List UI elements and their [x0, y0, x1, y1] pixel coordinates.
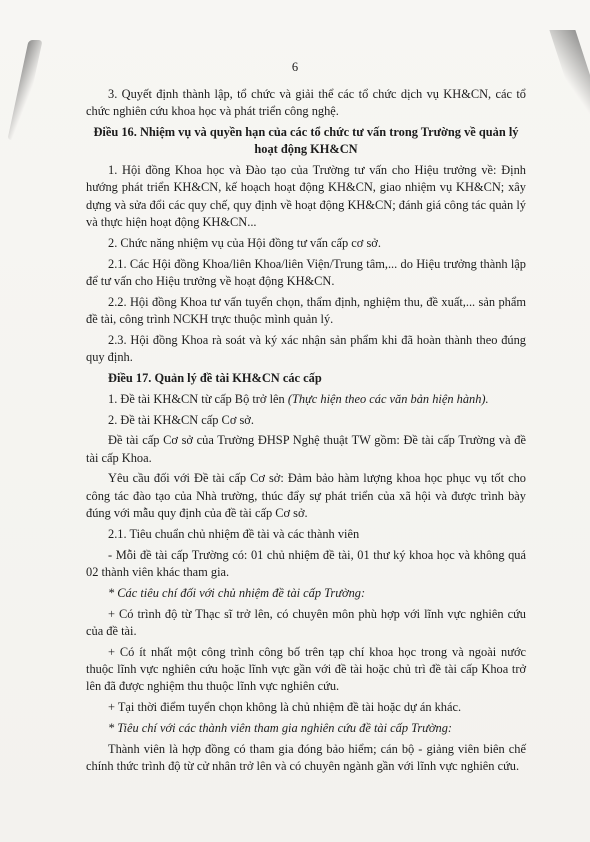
- paragraph-16-2-1: 2.1. Các Hội đồng Khoa/liên Khoa/liên Viện/Trung tâm,... do Hiệu trưởng thành lập để tư vấn cho Hiệu trưởng về hoạt động KH&CN.: [86, 256, 526, 288]
- criteria-leader-2: + Có ít nhất một công trình công bố trên tạp chí khoa học trong và ngoài nước thuộc lĩnh vực nghiên cứu hoặc lĩnh vực gần với đề tài hoặc chủ trì đề tài cấp Khoa trở lên đã được nghiệm thu thuộc lĩnh vực nghiên cứu.: [86, 644, 526, 694]
- paragraph-16-2-2: 2.2. Hội đồng Khoa tư vấn tuyển chọn, thẩm định, nghiệm thu, đề xuất,... sản phẩm đề tài, công trình NCKH trực thuộc mình quản lý.: [86, 294, 526, 327]
- paragraph-17-2-requirements: Yêu cầu đối với Đề tài cấp Cơ sở: Đảm bảo hàm lượng khoa học phục vụ tốt cho công tác đào tạo của Nhà trường, thúc đẩy sự phát triển của xã hội và được trình bày đúng với mẫu quy định của đề tài cấp Cơ sở.: [86, 471, 526, 521]
- criteria-leader-heading: * Các tiêu chí đối với chủ nhiệm đề tài cấp Trường:: [108, 585, 366, 600]
- paragraph-17-1-text: 1. Đề tài KH&CN từ cấp Bộ trở lên: [108, 391, 288, 406]
- paragraph-16-2: 2. Chức năng nhiệm vụ của Hội đồng tư vấn cấp cơ sở.: [108, 235, 381, 250]
- article-17-heading: Điều 17. Quản lý đề tài KH&CN các cấp: [108, 370, 322, 385]
- paragraph-17-1: [86, 391, 526, 408]
- paragraph-17-1-italic: (Thực hiện theo các văn bản hiện hành).: [287, 391, 489, 406]
- paragraph-17-2-1-members: - Mỗi đề tài cấp Trường có: 01 chủ nhiệm đề tài, 01 thư ký khoa học và không quá 02 thành viên khác tham gia.: [86, 547, 526, 579]
- document-body: [86, 86, 526, 779]
- paragraph-17-2-scope: Đề tài cấp Cơ sở của Trường ĐHSP Nghệ thuật TW gồm: Đề tài cấp Trường và đề tài cấp Khoa.: [86, 433, 526, 465]
- paragraph-16-2-3: 2.3. Hội đồng Khoa rà soát và ký xác nhận sản phẩm khi đã hoàn thành theo đúng quy định.: [86, 332, 526, 365]
- scan-edge-shadow-left: [7, 40, 42, 140]
- criteria-members-heading: * Tiêu chí với các thành viên tham gia nghiên cứu đề tài cấp Trường:: [108, 720, 453, 735]
- scan-edge-shadow-right: [549, 30, 590, 120]
- criteria-leader-3: + Tại thời điểm tuyển chọn không là chủ nhiệm đề tài hoặc dự án khác.: [108, 700, 462, 714]
- criteria-leader-1: + Có trình độ từ Thạc sĩ trở lên, có chuyên môn phù hợp với lĩnh vực nghiên cứu của đề tài.: [86, 606, 526, 638]
- paragraph-clause-3: 3. Quyết định thành lập, tổ chức và giải thể các tổ chức dịch vụ KH&CN, các tổ chức nghiên cứu khoa học và phát triển công nghệ.: [86, 87, 526, 119]
- page-number: 6: [291, 60, 299, 74]
- criteria-members-1: Thành viên là hợp đồng có tham gia đóng bảo hiểm; cán bộ - giảng viên biên chế chính thức trình độ từ cử nhân trở lên và có chuyên ngành gần với lĩnh vực nghiên cứu.: [86, 741, 526, 773]
- article-16-heading: Điều 16. Nhiệm vụ và quyền hạn của các tổ chức tư vấn trong Trường về quản lý hoạt động KH&CN: [93, 125, 519, 157]
- paragraph-16-1: 1. Hội đồng Khoa học và Đào tạo của Trường tư vấn cho Hiệu trưởng về: Định hướng phát triển KH&CN, kế hoạch hoạt động KH&CN, giao nhiệm vụ KH&CN; xây dựng và sửa đổi các quy chế, quy định về hoạt động KH&CN; đánh giá công tác quản lý và thực hiện hoạt động KH&CN...: [86, 163, 526, 230]
- paragraph-17-2-1: 2.1. Tiêu chuẩn chủ nhiệm đề tài và các thành viên: [108, 526, 360, 541]
- paragraph-17-2: 2. Đề tài KH&CN cấp Cơ sở.: [108, 412, 254, 427]
